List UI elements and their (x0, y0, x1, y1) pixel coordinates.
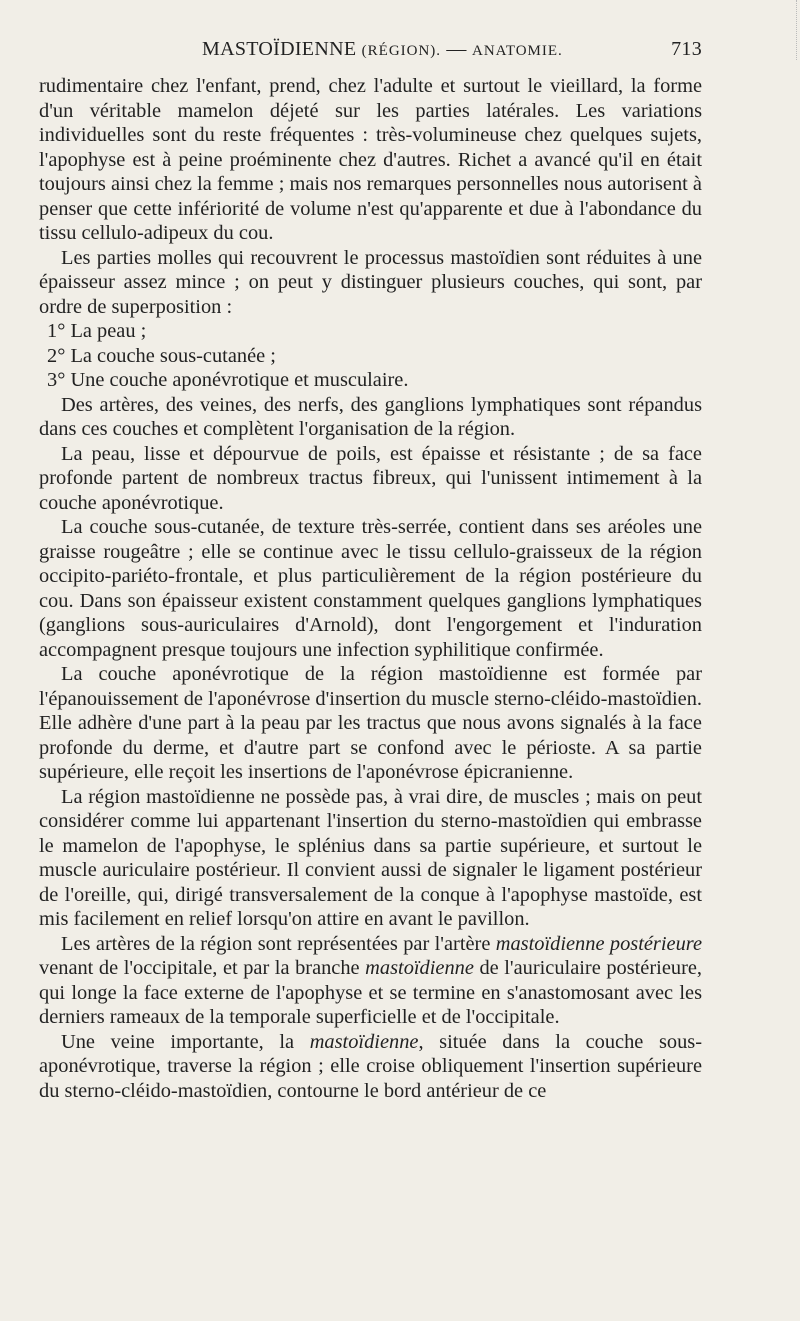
paragraph (39, 1030, 702, 1104)
running-title (202, 38, 563, 61)
header-section: ANATOMIE. (472, 43, 563, 59)
text-run: La couche sous-cutanée, de texture très-serrée, contient dans ses aréoles une graisse rougeâtre ; elle se continue avec le tissu cellulo-graisseux de la région occipito-pariéto-frontale, et plus particulièrement de la région postérieure du cou. Dans son épaisseur existent constamment quelques ganglions lymphatiques (ganglions sous-auriculaires d'Arnold), dont l'engorgement et l'induration accompagnent presque toujours une infection syphilitique confirmée. (39, 516, 702, 661)
text-run: 1° La peau ; (47, 320, 147, 342)
paragraph (39, 515, 702, 662)
paragraph (39, 246, 702, 320)
running-header (39, 38, 702, 74)
italic-term: mastoïdienne postérieure (495, 932, 702, 955)
text-run: 3° Une couche aponévrotique et musculaire. (47, 369, 409, 391)
page-number: 713 (671, 38, 702, 60)
header-dash: — (446, 38, 467, 60)
text-run: rudimentaire chez l'enfant, prend, chez l'adulte et surtout le vieillard, la forme d'un véritable mamelon déjeté sur les parties latérales. Les variations individuelles sont du reste fréquentes : très-volumineuse chez quelques sujets, l'apophyse est à peine proéminente chez d'autres. Richet a avancé qu'il en était toujours ainsi chez la femme ; mais nos remarques personnelles nous autorisent à penser que cette infériorité de volume n'est qu'apparente et due à l'abondance du tissu cellulo-adipeux du cou. (39, 75, 702, 244)
page-edge-mark (792, 0, 797, 60)
text-run: Des artères, des veines, des nerfs, des ganglions lymphatiques sont répandus dans ces couches et complètent l'organisation de la région. (39, 393, 702, 440)
body-text (39, 74, 702, 1103)
paragraph (39, 785, 702, 932)
header-subtitle: (RÉGION). (361, 43, 442, 59)
paragraph (39, 442, 702, 516)
italic-term: mastoïdienne (309, 1030, 419, 1053)
text-run: 2° La couche sous-cutanée ; (47, 344, 276, 367)
paragraph (39, 662, 702, 785)
text-run: La couche aponévrotique de la région mastoïdienne est formée par l'épanouissement de l'aponévrose d'insertion du muscle sterno-cléido-mastoïdien. Elle adhère d'une part à la peau par les tractus que nous avons signalés à la face profonde du derme, et d'autre part se confond avec le périoste. A sa partie supérieure, elle reçoit les insertions de l'aponévrose épicranienne. (39, 663, 702, 783)
text-run: Les parties molles qui recouvrent le processus mastoïdien sont réduites à une épaisseur assez mince ; on peut y distinguer plusieurs couches, qui sont, par ordre de superposition : (39, 246, 702, 318)
text-run: Une veine importante, la (61, 1030, 310, 1053)
text-run: de l'auriculaire postérieure, qui longe la face externe de l'apophyse et se termine en s'anastomosant avec les derniers rameaux de la temporale superficielle et de l'occipitale. (39, 957, 703, 1028)
list-item (39, 344, 702, 369)
italic-term: mastoïdienne (365, 957, 474, 979)
paragraph (39, 932, 702, 1030)
text-run: La peau, lisse et dépourvue de poils, est épaisse et résistante ; de sa face profonde partent de nombreux tractus fibreux, qui l'unissent intimement à la couche aponévrotique. (39, 442, 702, 514)
text-run: Les artères de la région sont représentées par l'artère (61, 932, 496, 955)
text-run: venant de l'occipitale, et par la branche (39, 957, 366, 979)
header-title: MASTOÏDIENNE (202, 38, 357, 60)
list-item (39, 368, 702, 393)
text-run: La région mastoïdienne ne possède pas, à vrai dire, de muscles ; mais on peut considérer comme lui appartenant l'insertion du sterno-mastoïdien qui embrasse le mamelon de l'apophyse, le splénius dans sa partie supérieure, et surtout le muscle auriculaire postérieur. Il convient aussi de signaler le ligament postérieur de l'oreille, qui, dirigé transversalement de la conque à l'apophyse mastoïde, est mis facilement en relief lorsqu'on attire en avant le pavillon. (39, 785, 702, 930)
paragraph (39, 393, 702, 442)
paragraph (39, 74, 702, 246)
text-run: , située dans la couche sous-aponévrotique, traverse la région ; elle croise obliquement l'insertion supérieure du sterno-cléido-mastoïdien, contourne le bord antérieur de ce (39, 1030, 702, 1102)
list-item (39, 319, 702, 344)
